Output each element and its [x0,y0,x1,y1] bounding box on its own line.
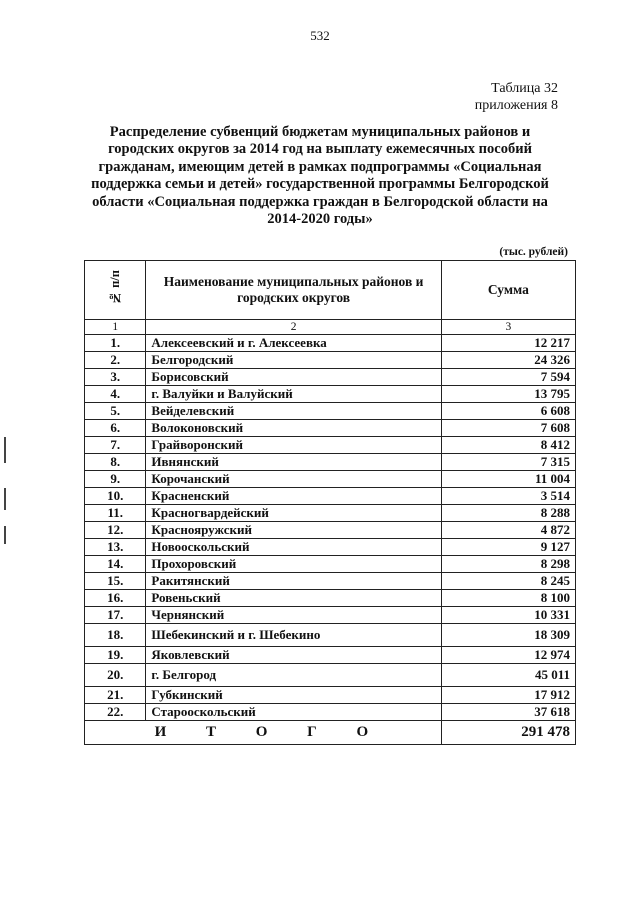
row-name: Шебекинский и г. Шебекино [146,624,441,647]
table-row [85,420,576,437]
table-header-row [85,261,576,320]
row-sum: 4 872 [441,522,575,539]
header-name: Наименование муниципальных районов и городских округов [146,261,441,320]
row-name: Яковлевский [146,647,441,664]
row-sum: 8 245 [441,573,575,590]
table-row [85,687,576,704]
column-index: 2 [146,320,441,335]
row-num: 16. [85,590,146,607]
row-sum: 6 608 [441,403,575,420]
row-sum: 8 298 [441,556,575,573]
row-sum: 7 315 [441,454,575,471]
row-name: Ракитянский [146,573,441,590]
table-row [85,522,576,539]
row-num: 9. [85,471,146,488]
row-name: Красненский [146,488,441,505]
row-num: 10. [85,488,146,505]
row-name: Корочанский [146,471,441,488]
table-row [85,352,576,369]
row-num: 18. [85,624,146,647]
table-row [85,437,576,454]
table-row [85,403,576,420]
row-name: Алексеевский и г. Алексеевка [146,335,441,352]
row-sum: 7 608 [441,420,575,437]
row-name: Новооскольский [146,539,441,556]
row-num: 3. [85,369,146,386]
row-sum: 8 288 [441,505,575,522]
row-name: Красногвардейский [146,505,441,522]
column-index-row [85,320,576,335]
table-ref-line1: Таблица 32 [491,81,558,96]
scan-mark [4,488,6,510]
header-num [85,261,146,320]
scan-mark [4,437,6,463]
row-num: 7. [85,437,146,454]
row-sum: 3 514 [441,488,575,505]
row-sum: 18 309 [441,624,575,647]
row-num: 11. [85,505,146,522]
row-num: 22. [85,704,146,721]
row-name: Вейделевский [146,403,441,420]
row-name: Грайворонский [146,437,441,454]
row-num: 1. [85,335,146,352]
row-sum: 9 127 [441,539,575,556]
row-name: Ровеньский [146,590,441,607]
total-row [85,721,576,745]
row-name: г. Белгород [146,664,441,687]
document-title: Распределение субвенций бюджетам муниципальных районов и городских округов за 2014 год на выплату ежемесячных пособий гражданам, имеющим детей в рамках подпрограммы «Социальная поддержка семьи и детей» государственной программы Белгородской области «Социальная поддержка граждан в Белгородской области на 2014-2020 годы» [91,124,549,228]
row-num: 15. [85,573,146,590]
subventions-table [84,260,576,745]
row-name: Волоконовский [146,420,441,437]
column-index: 3 [441,320,575,335]
row-num: 12. [85,522,146,539]
row-sum: 7 594 [441,369,575,386]
page-number: 532 [310,28,330,43]
row-sum: 8 412 [441,437,575,454]
table-ref-line2: приложения 8 [474,98,558,113]
table-row [85,664,576,687]
row-name: Ивнянский [146,454,441,471]
row-num: 19. [85,647,146,664]
table-row [85,335,576,352]
table-row [85,454,576,471]
row-sum: 12 217 [441,335,575,352]
table-row [85,488,576,505]
row-name: Краснояружский [146,522,441,539]
table-row [85,704,576,721]
row-num: 6. [85,420,146,437]
units-label: (тыс. рублей) [499,246,568,258]
table-reference [475,80,558,114]
table-row [85,369,576,386]
row-num: 20. [85,664,146,687]
row-sum: 10 331 [441,607,575,624]
row-num: 13. [85,539,146,556]
row-num: 4. [85,386,146,403]
row-sum: 45 011 [441,664,575,687]
row-num: 2. [85,352,146,369]
header-num-label: № п/п [107,270,122,306]
table-row [85,590,576,607]
row-name: Старооскольский [146,704,441,721]
row-sum: 12 974 [441,647,575,664]
table-row [85,556,576,573]
row-sum: 8 100 [441,590,575,607]
table-row [85,607,576,624]
row-name: Борисовский [146,369,441,386]
row-sum: 37 618 [441,704,575,721]
table-row [85,505,576,522]
total-label: И Т О Г О [85,721,442,745]
row-num: 5. [85,403,146,420]
table-row [85,647,576,664]
table-row [85,386,576,403]
row-sum: 11 004 [441,471,575,488]
table-row [85,539,576,556]
row-name: Прохоровский [146,556,441,573]
row-num: 14. [85,556,146,573]
row-name: г. Валуйки и Валуйский [146,386,441,403]
total-sum: 291 478 [441,721,575,745]
table-row [85,624,576,647]
scan-mark [4,526,6,544]
table-row [85,573,576,590]
row-num: 17. [85,607,146,624]
column-index: 1 [85,320,146,335]
row-num: 21. [85,687,146,704]
row-sum: 17 912 [441,687,575,704]
row-name: Чернянский [146,607,441,624]
row-name: Губкинский [146,687,441,704]
table-row [85,471,576,488]
row-name: Белгородский [146,352,441,369]
row-num: 8. [85,454,146,471]
row-sum: 24 326 [441,352,575,369]
row-sum: 13 795 [441,386,575,403]
header-sum: Сумма [441,261,575,320]
